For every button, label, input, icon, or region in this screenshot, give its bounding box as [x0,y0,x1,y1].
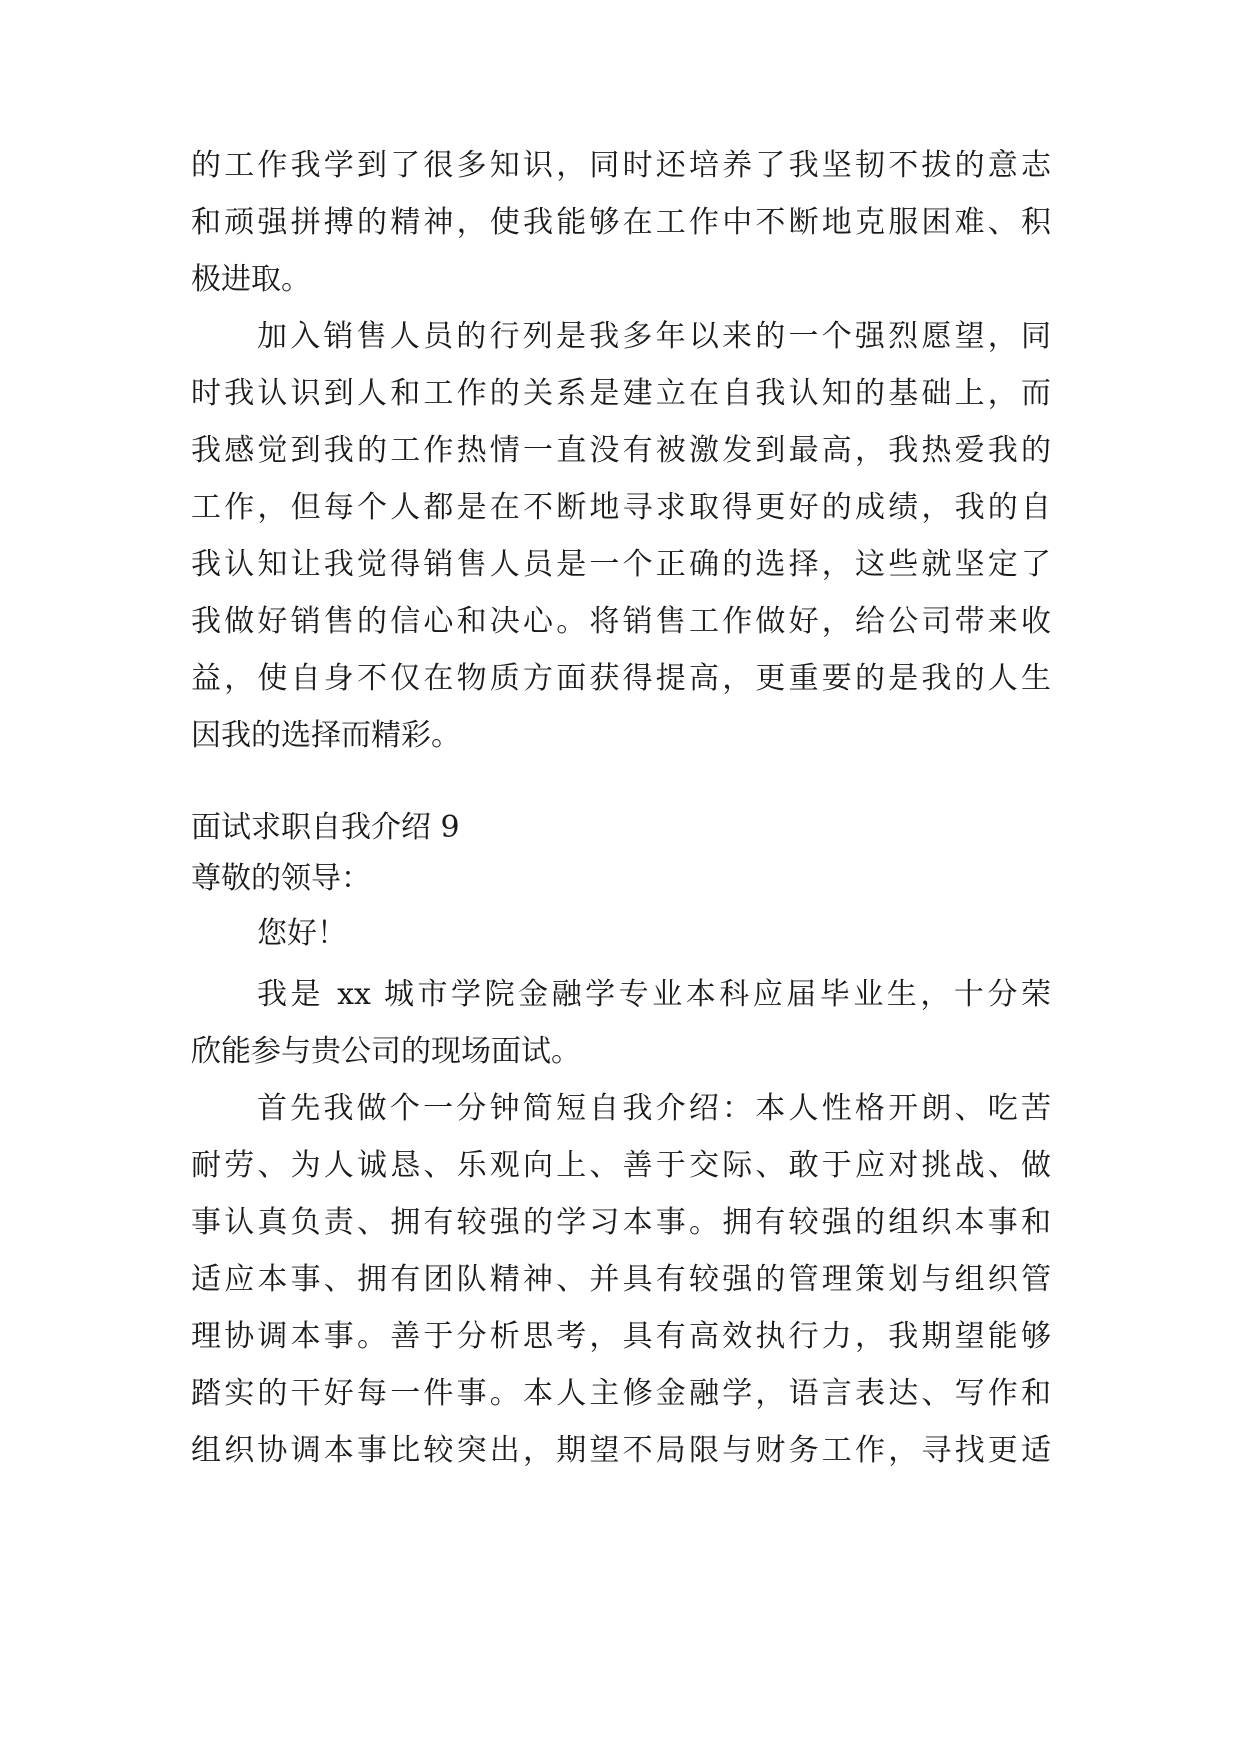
paragraph-4-line: 理协调本事。善于分析思考，具有高效执行力，我期望能够 [191,1319,1051,1354]
paragraph-4-line: 适应本事、拥有团队精神、并具有较强的管理策划与组织管 [191,1262,1051,1297]
paragraph-4-line: 首先我做个一分钟简短自我介绍：本人性格开朗、吃苦 [257,1091,1051,1126]
paragraph-2-line: 我认知让我觉得销售人员是一个正确的选择，这些就坚定了 [191,547,1051,582]
paragraph-1-line: 的工作我学到了很多知识，同时还培养了我坚韧不拔的意志 [191,148,1051,183]
paragraph-2-line: 加入销售人员的行列是我多年以来的一个强烈愿望，同 [257,319,1051,354]
greeting: 您好！ [257,916,347,951]
paragraph-2-line: 我做好销售的信心和决心。将销售工作做好，给公司带来收 [191,604,1051,639]
salutation: 尊敬的领导： [191,861,371,896]
paragraph-1-line: 极进取。 [191,262,311,297]
paragraph-3-line: 我是 xx 城市学院金融学专业本科应届毕业生，十分荣 [257,977,1051,1012]
paragraph-4-line: 事认真负责、拥有较强的学习本事。拥有较强的组织本事和 [191,1205,1051,1240]
paragraph-3-line: 欣能参与贵公司的现场面试。 [191,1034,581,1069]
paragraph-2-line: 益，使自身不仅在物质方面获得提高，更重要的是我的人生 [191,661,1051,696]
section-title: 面试求职自我介绍 9 [191,810,460,845]
paragraph-1-line: 和顽强拼搏的精神，使我能够在工作中不断地克服困难、积 [191,205,1051,240]
paragraph-2-line: 因我的选择而精彩。 [191,718,461,753]
paragraph-4-line: 耐劳、为人诚恳、乐观向上、善于交际、敢于应对挑战、做 [191,1148,1051,1183]
paragraph-4-line: 组织协调本事比较突出，期望不局限与财务工作，寻找更适 [191,1433,1051,1468]
paragraph-2-line: 工作，但每个人都是在不断地寻求取得更好的成绩，我的自 [191,490,1051,525]
paragraph-2-line: 我感觉到我的工作热情一直没有被激发到最高，我热爱我的 [191,433,1051,468]
paragraph-2-line: 时我认识到人和工作的关系是建立在自我认知的基础上，而 [191,376,1051,411]
paragraph-4-line: 踏实的干好每一件事。本人主修金融学，语言表达、写作和 [191,1376,1051,1411]
